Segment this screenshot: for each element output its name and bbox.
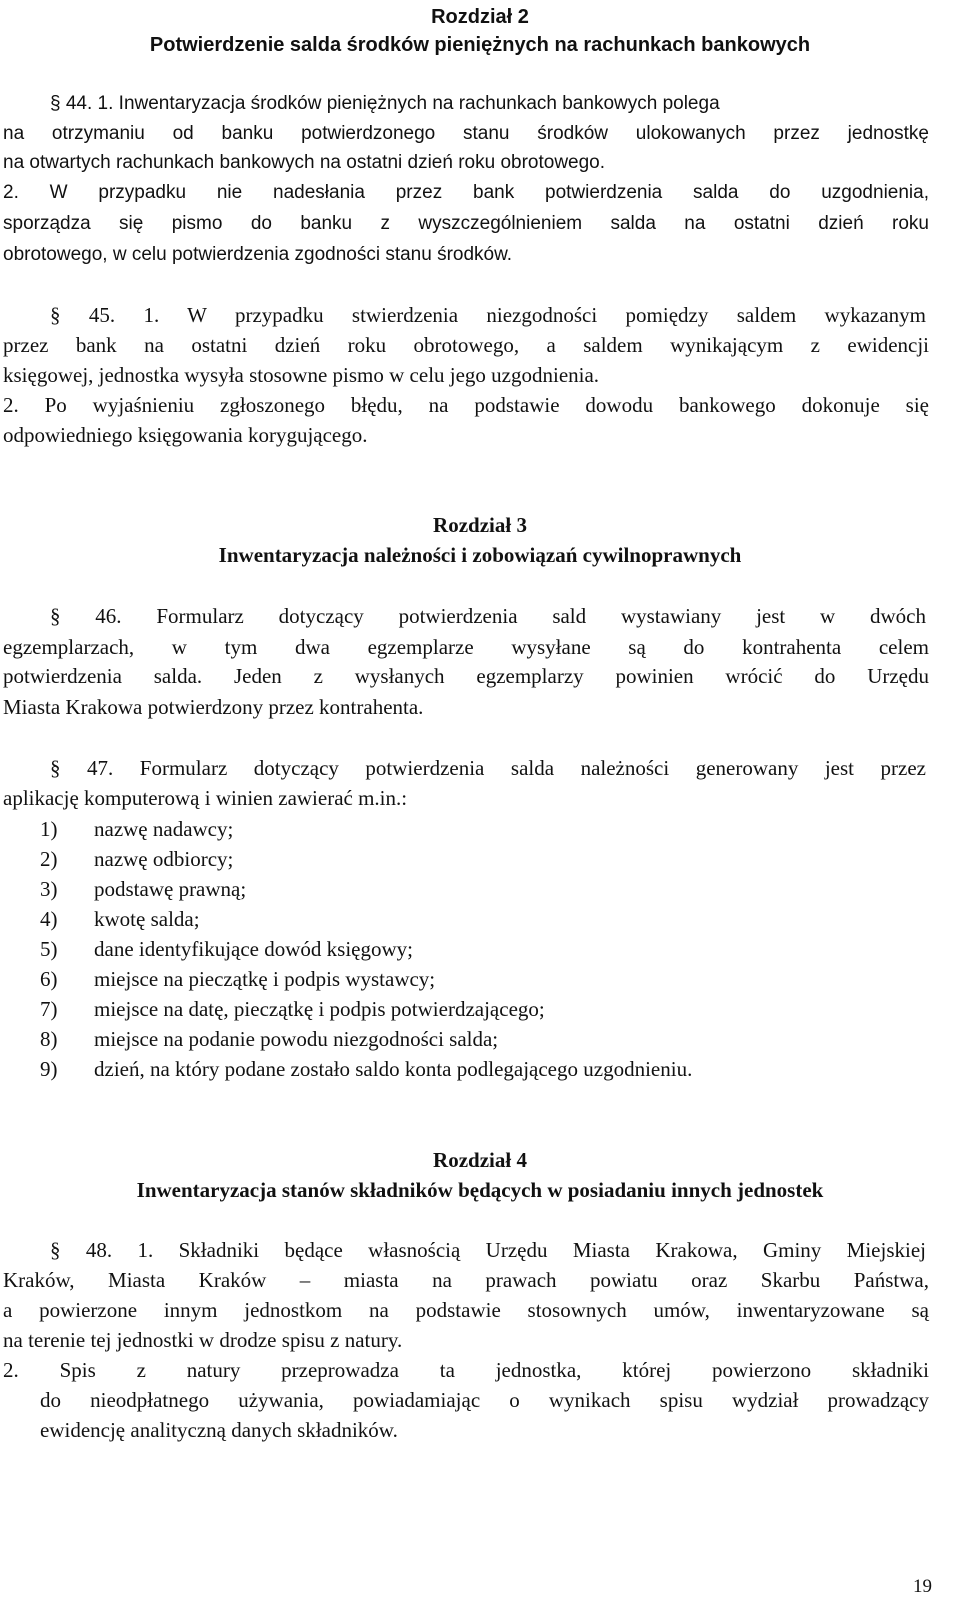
- paragraph-48-line: ewidencję analityczną danych składników.: [40, 1418, 398, 1442]
- paragraph-46-line: Miasta Krakowa potwierdzony przez kontrahenta.: [3, 695, 424, 719]
- list-item: 3) podstawę prawną;: [40, 877, 247, 901]
- list-item: 1) nazwę nadawcy;: [40, 817, 234, 841]
- chapter-2-heading: Rozdział 2: [431, 6, 529, 28]
- paragraph-44-line: § 44. 1. Inwentaryzacja środków pieniężnych na rachunkach bankowych polega: [50, 93, 720, 114]
- list-item: 8) miejsce na podanie powodu niezgodności salda;: [40, 1027, 499, 1051]
- paragraph-47-line: § 47. Formularz dotyczący potwierdzenia salda należności generowany jest przez: [50, 756, 926, 780]
- paragraph-46-line: § 46. Formularz dotyczący potwierdzenia sald wystawiany jest w dwóch: [50, 604, 926, 628]
- paragraph-44-line: sporządza się pismo do banku z wyszczególnieniem salda na ostatni dzień roku: [3, 213, 929, 234]
- paragraph-45-line: § 45. 1. W przypadku stwierdzenia niezgodności pomiędzy saldem wykazanym: [50, 303, 926, 327]
- paragraph-44-line: obrotowego, w celu potwierdzenia zgodności stanu środków.: [3, 244, 513, 265]
- paragraph-44-line: na otwartych rachunkach bankowych na ostatni dzień roku obrotowego.: [3, 152, 606, 173]
- chapter-2-title: Potwierdzenie salda środków pieniężnych na rachunkach bankowych: [149, 34, 811, 56]
- chapter-4-heading: Rozdział 4: [433, 1148, 527, 1172]
- chapter-3-heading: Rozdział 3: [433, 513, 527, 537]
- list-item: 2) nazwę odbiorcy;: [40, 847, 234, 871]
- paragraph-48-line: 2. Spis z natury przeprowadza ta jednostka, której powierzono składniki: [3, 1358, 929, 1382]
- paragraph-44-line: na otrzymaniu od banku potwierdzonego stanu środków ulokowanych przez jednostkę: [3, 123, 929, 144]
- paragraph-48-line: do nieodpłatnego używania, powiadamiając o wynikach spisu wydział prowadzący: [40, 1388, 929, 1412]
- paragraph-45-line: księgowej, jednostka wysyła stosowne pismo w celu jego uzgodnienia.: [3, 363, 600, 387]
- paragraph-45-line: 2. Po wyjaśnieniu zgłoszonego błędu, na podstawie dowodu bankowego dokonuje się: [3, 393, 929, 417]
- list-item: 4) kwotę salda;: [40, 907, 200, 931]
- list-item: 7) miejsce na datę, pieczątkę i podpis potwierdzającego;: [40, 997, 545, 1021]
- paragraph-48-line: a powierzone innym jednostkom na podstawie stosownych umów, inwentaryzowane są: [3, 1298, 929, 1322]
- paragraph-45-line: odpowiedniego księgowania korygującego.: [3, 423, 368, 447]
- chapter-4-title: Inwentaryzacja stanów składników będących w posiadaniu innych jednostek: [136, 1178, 824, 1202]
- paragraph-47-line: aplikację komputerową i winien zawierać m.in.:: [3, 786, 408, 810]
- paragraph-46-line: egzemplarzach, w tym dwa egzemplarze wysyłane są do kontrahenta celem: [3, 635, 929, 659]
- chapter-3-title: Inwentaryzacja należności i zobowiązań cywilnoprawnych: [218, 543, 742, 567]
- list-item: 9) dzień, na który podane zostało saldo konta podlegającego uzgodnieniu.: [40, 1057, 693, 1081]
- paragraph-46-line: potwierdzenia salda. Jeden z wysłanych egzemplarzy powinien wrócić do Urzędu: [3, 664, 929, 688]
- paragraph-45-line: przez bank na ostatni dzień roku obrotowego, a saldem wynikającym z ewidencji: [3, 333, 929, 357]
- paragraph-48-line: na terenie tej jednostki w drodze spisu z natury.: [3, 1328, 403, 1352]
- paragraph-48-line: § 48. 1. Składniki będące własnością Urzędu Miasta Krakowa, Gminy Miejskiej: [50, 1238, 926, 1262]
- paragraph-44-line: 2. W przypadku nie nadesłania przez bank potwierdzenia salda do uzgodnienia,: [3, 182, 929, 203]
- paragraph-48-line: Kraków, Miasta Kraków – miasta na prawach powiatu oraz Skarbu Państwa,: [3, 1268, 929, 1292]
- page-number: 19: [913, 1576, 932, 1597]
- list-item: 5) dane identyfikujące dowód księgowy;: [40, 937, 413, 961]
- list-item: 6) miejsce na pieczątkę i podpis wystawcy;: [40, 967, 436, 991]
